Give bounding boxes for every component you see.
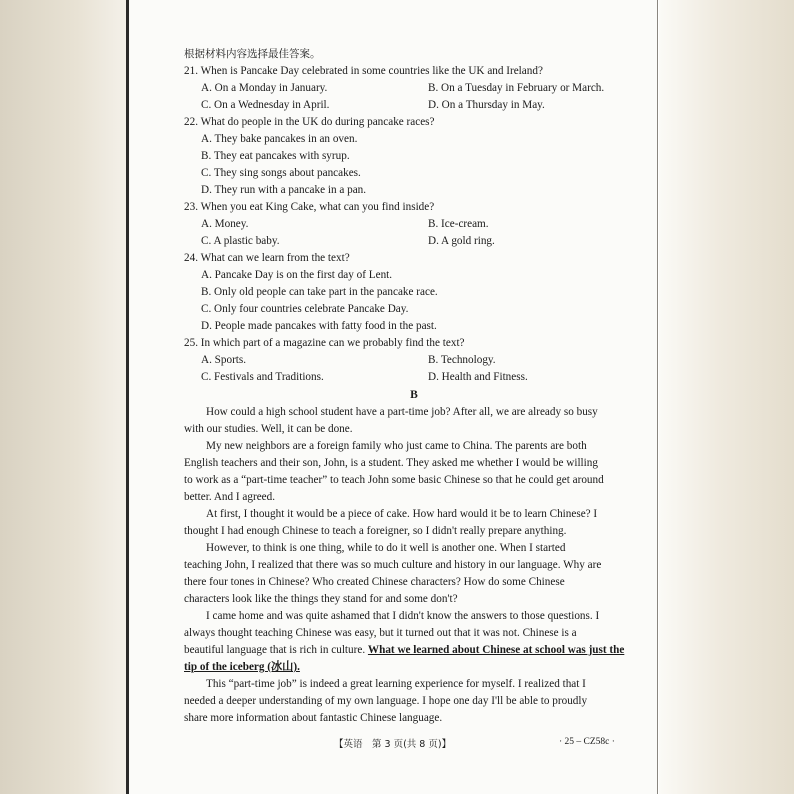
option-b: B. Only old people can take part in the pancake race.: [201, 286, 438, 298]
option-d: D. They run with a pancake in a pan.: [201, 184, 367, 196]
option-d: D. On a Thursday in May.: [428, 99, 545, 111]
passage-line: to work as a “part-time teacher” to teach John some basic Chinese so that he could get around: [184, 474, 604, 486]
question-stem: 25. In which part of a magazine can we probably find the text?: [184, 337, 465, 349]
question-22: [184, 114, 644, 199]
option-a: A. Pancake Day is on the first day of Lent.: [201, 269, 393, 281]
passage-line: How could a high school student have a part-time job? After all, we are already so busy: [206, 406, 598, 418]
passage-line: share more information about fantastic Chinese language.: [184, 712, 443, 724]
instruction-heading: 根据材料内容选择最佳答案。: [184, 48, 321, 60]
passage-b: [184, 404, 644, 727]
option-d: D. People made pancakes with fatty food in the past.: [201, 320, 437, 332]
option-a: A. Sports.: [201, 354, 247, 366]
option-a: A. Money.: [201, 218, 249, 230]
option-d: D. A gold ring.: [428, 235, 495, 247]
option-b: B. On a Tuesday in February or March.: [428, 82, 605, 94]
underlined-sentence-end: tip of the iceberg (冰山).: [184, 661, 300, 673]
passage-paragraph-5: [184, 608, 644, 676]
question-23: [184, 199, 644, 250]
passage-text: beautiful language that is rich in culture.: [184, 644, 368, 656]
option-c: C. Festivals and Traditions.: [201, 371, 324, 383]
passage-paragraph-3: [184, 506, 644, 540]
exam-page: [129, 0, 657, 794]
passage-paragraph-6: [184, 676, 644, 727]
option-a: A. On a Monday in January.: [201, 82, 328, 94]
question-25: [184, 335, 644, 386]
passage-line: better. And I agreed.: [184, 491, 276, 503]
page-number-label: 【英语 第 3 页(共 8 页)】: [334, 739, 452, 750]
question-24: [184, 250, 644, 335]
option-a: A. They bake pancakes in an oven.: [201, 133, 358, 145]
passage-line: [184, 659, 644, 676]
passage-paragraph-2: [184, 438, 644, 506]
passage-line: This “part-time job” is indeed a great learning experience for myself. I realized that I: [206, 678, 586, 690]
passage-line: [184, 642, 644, 659]
passage-line: However, to think is one thing, while to do it well is another one. When I started: [206, 542, 566, 554]
passage-line: there four tones in Chinese? Who created Chinese characters? How do some Chinese: [184, 576, 565, 588]
option-b: B. Ice-cream.: [428, 218, 489, 230]
option-c: C. Only four countries celebrate Pancake Day.: [201, 303, 409, 315]
question-stem: 23. When you eat King Cake, what can you find inside?: [184, 201, 435, 213]
option-c: C. A plastic baby.: [201, 235, 280, 247]
passage-line: My new neighbors are a foreign family who just came to China. The parents are both: [206, 440, 587, 452]
section-b-title: B: [410, 389, 418, 401]
passage-line: English teachers and their son, John, is a student. They asked me whether I would be willing: [184, 457, 598, 469]
passage-paragraph-4: [184, 540, 644, 608]
passage-line: At first, I thought it would be a piece of cake. How hard would it be to learn Chinese? I: [206, 508, 598, 520]
right-margin-edge: [659, 0, 794, 794]
question-stem: 24. What can we learn from the text?: [184, 252, 350, 264]
exam-code: · 25 – CZ58c ·: [559, 737, 615, 747]
option-b: B. Technology.: [428, 354, 496, 366]
option-c: C. On a Wednesday in April.: [201, 99, 330, 111]
passage-line: thought I had enough Chinese to teach a foreigner, so I didn't really prepare anything.: [184, 525, 567, 537]
passage-paragraph-1: [184, 404, 644, 438]
passage-line: needed a deeper understanding of my own language. I hope one day I'll be able to proudly: [184, 695, 588, 707]
option-c: C. They sing songs about pancakes.: [201, 167, 361, 179]
page-content: [184, 46, 644, 727]
passage-line: characters look like the things they stand for and some don't?: [184, 593, 458, 605]
passage-line: teaching John, I realized that there was so much culture and history in our language. Why are: [184, 559, 602, 571]
option-b: B. They eat pancakes with syrup.: [201, 150, 350, 162]
question-stem: 22. What do people in the UK do during pancake races?: [184, 116, 435, 128]
passage-line: always thought teaching Chinese was easy, but it turned out that it was not. Chinese is a: [184, 627, 577, 639]
option-d: D. Health and Fitness.: [428, 371, 528, 383]
passage-line: with our studies. Well, it can be done.: [184, 423, 353, 435]
question-stem: 21. When is Pancake Day celebrated in some countries like the UK and Ireland?: [184, 65, 543, 77]
passage-line: I came home and was quite ashamed that I didn't know the answers to those questions. I: [206, 610, 600, 622]
left-binding-edge: [0, 0, 128, 794]
question-21: [184, 63, 644, 114]
underlined-sentence: What we learned about Chinese at school was just the: [367, 644, 625, 656]
